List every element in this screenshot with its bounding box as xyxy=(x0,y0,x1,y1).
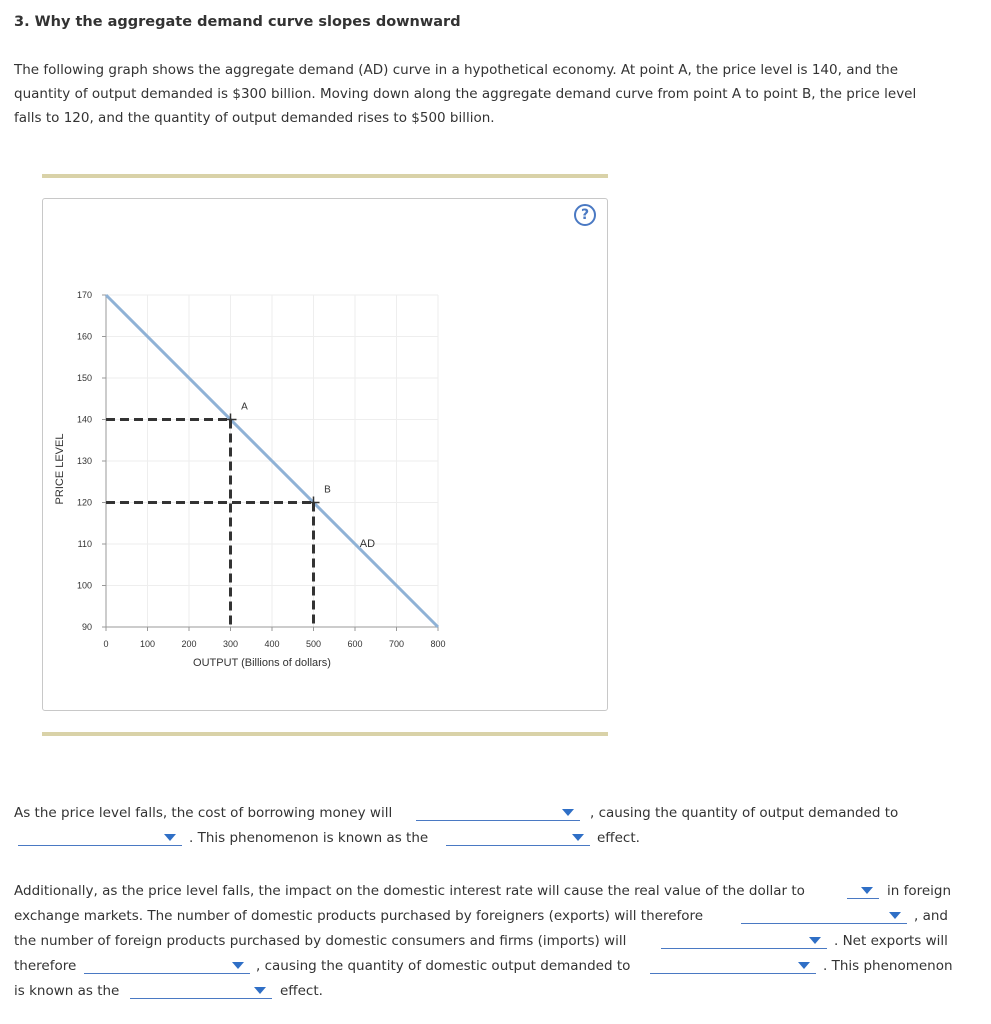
x-tick-label: 500 xyxy=(305,639,322,649)
question-title: 3. Why the aggregate demand curve slopes downward xyxy=(14,14,461,30)
chevron-down-icon xyxy=(572,834,584,841)
bottom-divider xyxy=(42,732,608,736)
para2-text-8: , causing the quantity of domestic output demanded to xyxy=(256,958,631,974)
x-tick-label: 400 xyxy=(264,639,280,649)
para2-text-7: therefore xyxy=(14,958,77,974)
y-tick-label: 170 xyxy=(76,290,92,300)
chevron-down-icon xyxy=(889,912,901,919)
y-tick-label: 100 xyxy=(76,580,92,591)
y-axis-label: PRICE LEVEL xyxy=(54,433,66,505)
y-tick-label: 160 xyxy=(76,331,92,342)
para2-text-9: . This phenomenon xyxy=(823,958,953,974)
imports-dropdown[interactable] xyxy=(661,934,827,949)
y-tick-label: 130 xyxy=(76,456,92,466)
y-tick-label: 140 xyxy=(76,414,92,425)
y-tick-label: 90 xyxy=(81,622,92,632)
para1-text-3: . This phenomenon is known as the xyxy=(189,830,429,846)
para1-text-1: As the price level falls, the cost of borrowing money will xyxy=(14,805,393,821)
x-tick-label: 100 xyxy=(139,639,156,649)
y-tick-label: 110 xyxy=(77,539,92,549)
effect-name-dropdown-1[interactable] xyxy=(446,831,590,846)
output-change-dropdown-2[interactable] xyxy=(650,959,816,974)
para2-text-4: , and xyxy=(914,908,948,924)
para2-text-5: the number of foreign products purchased by domestic consumers and firms (imports) will xyxy=(14,933,627,949)
y-tick-label: 120 xyxy=(76,497,92,508)
question-mark-icon[interactable]: ? xyxy=(574,204,596,226)
chevron-down-icon xyxy=(562,809,574,816)
para2-text-6: . Net exports will xyxy=(834,933,948,949)
series-label-ad: AD xyxy=(359,538,376,550)
x-tick-label: 600 xyxy=(347,639,363,649)
effect-name-dropdown-2[interactable] xyxy=(130,984,272,999)
x-tick-label: 800 xyxy=(430,639,446,649)
x-axis-label: OUTPUT (Billions of dollars) xyxy=(193,657,331,669)
dollar-value-dropdown[interactable] xyxy=(847,884,879,899)
para1-text-2: , causing the quantity of output demanded to xyxy=(590,805,899,821)
net-exports-dropdown[interactable] xyxy=(84,959,250,974)
x-tick-label: 700 xyxy=(388,639,405,649)
para2-text-1: Additionally, as the price level falls, the impact on the domestic interest rate will cause the real value of the dollar to xyxy=(14,883,805,899)
x-tick-label: 0 xyxy=(103,639,109,649)
intro-line-3: falls to 120, and the quantity of output demanded rises to $500 billion. xyxy=(14,110,495,126)
chevron-down-icon xyxy=(164,834,176,841)
para2-text-3: exchange markets. The number of domestic products purchased by foreigners (exports) will therefore xyxy=(14,908,704,924)
y-tick-label: 150 xyxy=(76,373,92,383)
intro-line-2: quantity of output demanded is $300 billion. Moving down along the aggregate demand curve from point A to point B, the price level xyxy=(14,86,917,102)
x-tick-label: 200 xyxy=(181,639,197,649)
para1-text-4: effect. xyxy=(597,830,640,846)
chevron-down-icon xyxy=(798,962,810,969)
chevron-down-icon xyxy=(861,887,873,894)
chevron-down-icon xyxy=(809,937,821,944)
para2-text-11: effect. xyxy=(280,983,323,999)
intro-line-1: The following graph shows the aggregate demand (AD) curve in a hypothetical economy. At point A, the price level is 140, and the xyxy=(14,62,899,78)
exports-dropdown[interactable] xyxy=(741,909,907,924)
output-change-dropdown-1[interactable] xyxy=(18,831,182,846)
para2-text-10: is known as the xyxy=(14,983,120,999)
point-label-b: B xyxy=(324,484,331,496)
chevron-down-icon xyxy=(254,987,266,994)
borrowing-cost-dropdown[interactable] xyxy=(416,806,580,821)
x-tick-label: 300 xyxy=(222,639,239,649)
para2-text-2: in foreign xyxy=(887,883,952,899)
point-label-a: A xyxy=(241,401,248,413)
chevron-down-icon xyxy=(232,962,244,969)
chart-axes xyxy=(77,290,446,649)
